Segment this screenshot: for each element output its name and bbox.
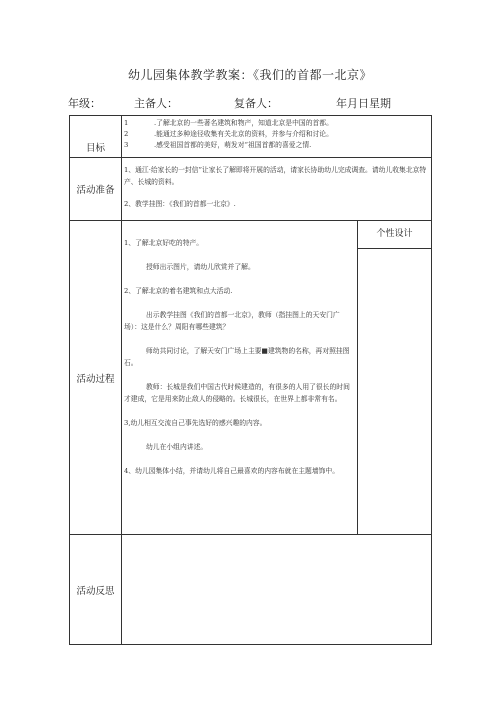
goals-cell [122,116,432,158]
process-note: 出示教学挂图《我们的首都一北京》，教师（指挂图上的天安门广场）：这是什么？周阳有哪些建筑？ [124,311,340,331]
page-title: 幼儿园集体教学教案：《我们的首都一北京》 [127,68,372,82]
process-cell [122,221,358,535]
process-note: 师幼共同讨论，了解天安门广场上主要■建筑物的名称，再对照挂图石。 [124,347,350,367]
personal-design-cell [358,221,432,535]
process-step: 4、幼儿园集体小结，并请幼儿将自己最喜欢的内容布就在主题墙饰中。 [124,467,340,475]
co-preparer-field: 复备人： [234,97,278,110]
goal-item: 1 .了解北京的一些著名建筑和物产，知道北京是中国的首都。 [124,119,333,127]
prep-item: 1、通江·给家长的一封信”让家长了解即将开展的活动，请家长协助幼儿完成调查。请幼儿收集北京特产、长城的资料。 [124,166,427,186]
reflection-label: 活动反思 [70,535,122,645]
prep-label: 活动准备 [70,158,122,221]
grade-field: 年级： [68,97,101,110]
date-field: 年月日星期 [336,97,391,110]
goals-label: 目标 [70,116,122,158]
process-note: 教师：长城是我们中国古代时候建造的，有很多的人用了很长的时间才建成，它是用来防止敌人的侵略的。长城很长，在世界上都非常有名。 [124,383,350,403]
lesson-plan-table [69,115,432,645]
prep-item: 2、教学挂图：《我们的首都一北京》. [124,200,236,208]
process-note: 授师出示图片，请幼儿欣赏并了解。 [146,263,255,271]
process-step: 3,幼儿相互交流自己事先选好的感兴趣的内容。 [124,419,267,427]
goal-item: 3 .感受祖国首都的美好，萌发对“祖国首都的喜爱之情. [124,141,312,149]
prep-cell [122,158,432,221]
process-step: 1、了解北京好吃的特产。 [124,239,204,247]
process-note: 幼儿在小组内讲述。 [146,443,208,451]
reflection-cell [122,535,432,645]
preparer-field: 主备人： [134,97,178,110]
goal-item: 2 .能通过多种途径收集有关北京的资料，并参与介绍和讨论。 [124,130,333,138]
personal-design-label: 个性设计 [358,221,431,249]
process-label: 活动过程 [70,221,122,535]
process-step: 2、了解北京的着名建筑和点大活动. [124,287,233,295]
